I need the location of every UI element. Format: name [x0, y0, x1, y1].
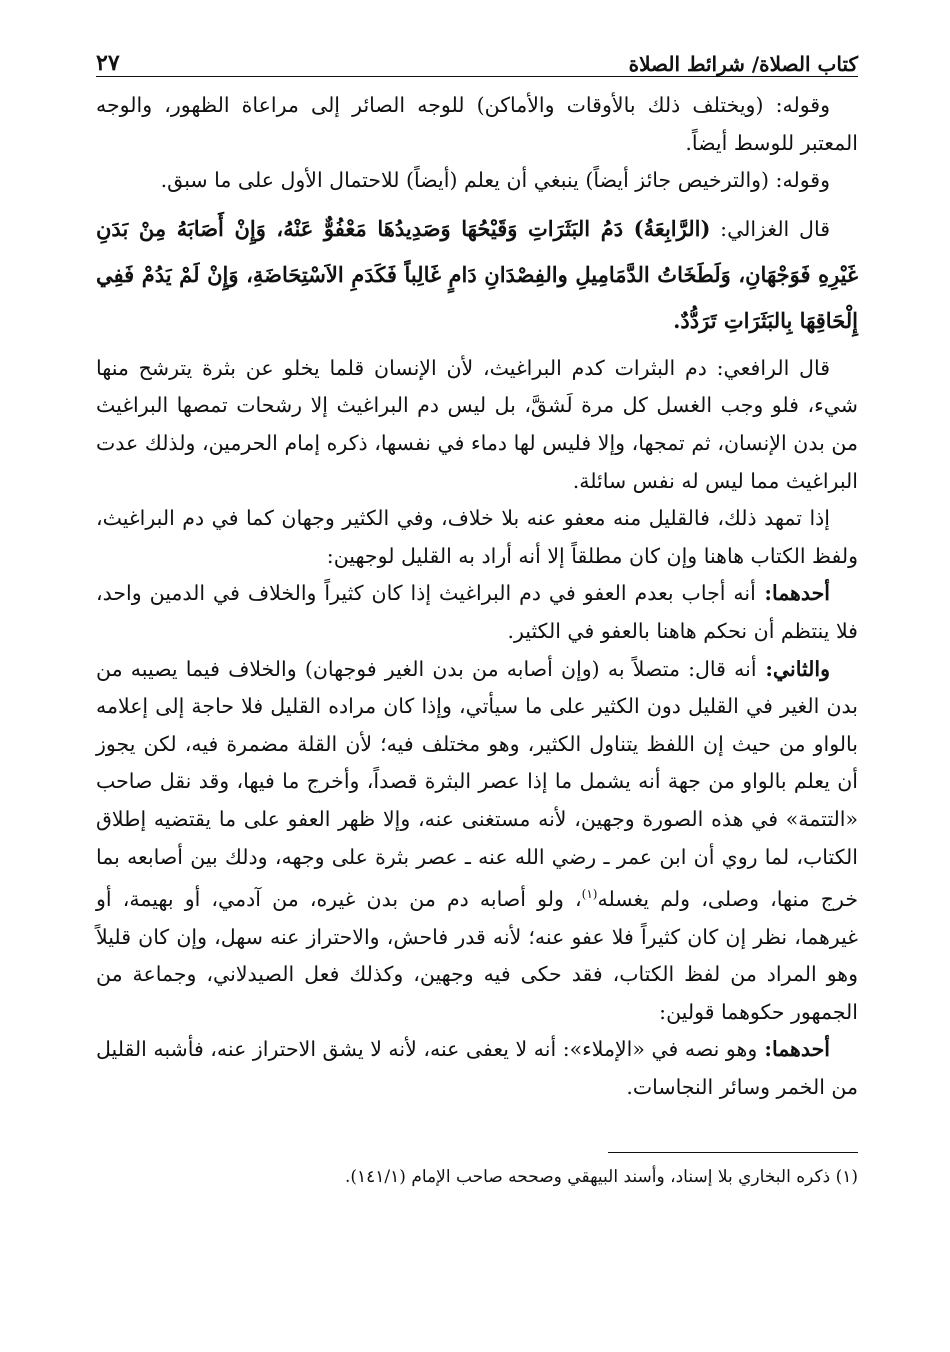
paragraph-lead: أحدهما: [755, 581, 830, 606]
paragraph-text: وهو نصه في «الإملاء»: أنه لا يعفى عنه، لأنه لا يشق الاحتراز عنه، فأشبه القليل من الخمر وسائر النجاسات. [96, 1037, 858, 1099]
paragraph-second-reason [96, 651, 858, 1032]
paragraph-first-opinion [96, 1031, 858, 1106]
ghazali-quote-paragraph [96, 206, 858, 344]
book-page [96, 36, 858, 1326]
paragraph-lead: قال الغزالي: [710, 216, 830, 241]
paragraph-rafii [96, 350, 858, 500]
footnote-text: (١) ذكره البخاري بلا إسناد، وأسند البيهقي وصححه صاحب الإمام (١٤١/١). [344, 1167, 858, 1188]
page-body [96, 77, 858, 1193]
running-header [96, 36, 858, 77]
paragraph-1 [96, 87, 858, 162]
paragraph-text: قال الرافعي: دم البثرات كدم البراغيث، لأن الإنسان قلما يخلو عن بثرة يترشح منها شيء، فلو وجب الغسل كل مرة لَشقَّ، بل ليس دم البراغيث إلا رشحات تمصها البراغيث من بدن الإنسان، ثم تمجها، وإلا فليس لها دماء في نفسها، ذكره إمام الحرمين، ولذلك عدت البراغيث مما ليس له نفس سائلة. [96, 355, 858, 493]
page-number: ٢٧ [96, 50, 120, 76]
running-title: كتاب الصلاة/ شرائط الصلاة [628, 52, 858, 76]
paragraph-lead: والثاني: [756, 656, 830, 681]
paragraph-text: إذا تمهد ذلك، فالقليل منه معفو عنه بلا خلاف، وفي الكثير وجهان كما في دم البراغيث، ولفظ الكتاب هاهنا وإن كان مطلقاً إلا أنه أراد به القليل لوجهين: [96, 506, 858, 568]
paragraph-text: ، ولو أصابه دم من بدن غيره، من آدمي، أو بهيمة، أو غيرهما، نظر إن كان كثيراً فلا عفو عنه؛ لأنه قدر فاحش، والاحتراز عنه سهل، وإن كان قليلاً وهو المراد من لفظ الكتاب، فقد حكى فيه وجهين، وكذلك فعل الصيدلاني، وجماعة من الجمهور حكوهما قولين: [96, 886, 858, 1024]
footnote [96, 1161, 858, 1193]
paragraph-text: أنه أجاب بعدم العفو في دم البراغيث إذا كان كثيراً والخلاف في الدمين واحد، فلا ينتظم أن نحكم هاهنا بالعفو في الكثير. [96, 581, 858, 643]
paragraph-text: وقوله: (والترخيص جائز أيضاً) ينبغي أن يعلم (أيضاً) للاحتمال الأول على ما سبق. [160, 168, 830, 193]
paragraph-text: وقوله: (ويختلف ذلك بالأوقات والأماكن) للوجه الصائر إلى مراعاة الظهور، والوجه المعتبر للوسط أيضاً. [96, 93, 858, 155]
footnote-marker[interactable]: (١) [581, 887, 598, 902]
paragraph-5 [96, 500, 858, 575]
paragraph-lead: أحدهما: [757, 1037, 830, 1062]
paragraph-text: أنه قال: متصلاً به (وإن أصابه من بدن الغير فوجهان) والخلاف فيما يصيبه من بدن الغير في القليل دون الكثير على ما سيأتي، وإذا كان مراده القليل فلا حاجة إلى إعلامه بالواو من حيث إن اللفظ يتناول الكثير، وهو مختلف فيه؛ لأن القلة مضمرة فيه، لكن يجوز أن يعلم بالواو من جهة أنه يشمل ما إذا عصر البثرة قصداً، وأخرج ما فيها، وقد نقل صاحب «التتمة» في هذه الصورة وجهين، لأنه مستغنى عنه، وإلا ظهر العفو على ما يقتضيه إطلاق الكتاب، لما روي أن ابن عمر ـ رضي الله عنه ـ عصر بثرة على وجهه، ودلك بين أصابعه بما خرج منها، وصلى، ولم يغسله [96, 656, 858, 911]
paragraph-2 [96, 162, 858, 200]
footnote-divider [608, 1152, 858, 1153]
matn-text: (الرَّابِعَةُ) دَمُ البَثَرَاتِ وَقَيْحُهَا وَصَدِيدُهَا مَعْفُوٌّ عَنْهُ، وَإِنْ أَصَابَهُ مِنْ بَدَنِ غَيْرِهِ فَوَجْهَانِ، وَلَطَخَاتُ الدَّمَامِيلِ والفِصْدَانِ دَامٍ غَالِباً فَكَدَمِ الاَسْتِحَاضَةِ، وَإِنْ لَمْ يَدُمْ فَفِي إِلْحَاقِهَا بِالبَثَرَاتِ تَرَدُّدٌ. [96, 215, 858, 333]
paragraph-first-reason [96, 575, 858, 650]
